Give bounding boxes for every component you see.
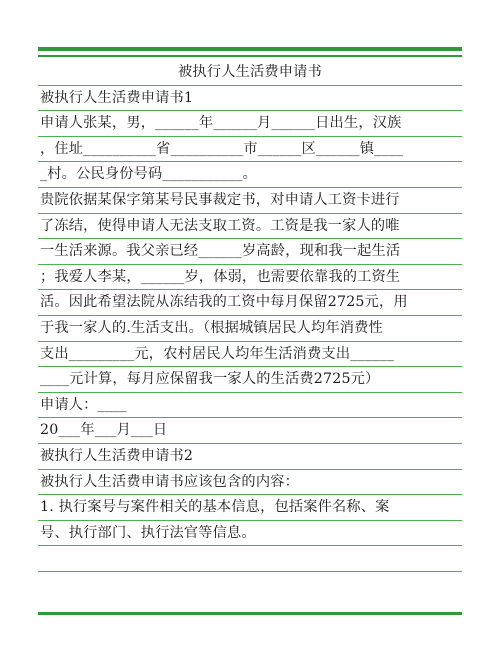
text-line: ；我爱人李某，______岁，体弱，也需要依靠我的工资生 bbox=[38, 265, 462, 291]
section-heading-2: 被执行人生活费申请书2 bbox=[38, 444, 462, 470]
blank-line bbox=[38, 546, 462, 572]
text-line: ____元计算，每月应保留我一家人的生活费2725元） bbox=[38, 367, 462, 393]
list-item: 1. 执行案号与案件相关的基本信息，包括案件名称、案 bbox=[38, 495, 462, 521]
top-border-thin bbox=[38, 55, 462, 57]
text-line: 于我一家人的.生活支出。（根据城镇居民人均年消费性 bbox=[38, 316, 462, 342]
text-line: 活。因此希望法院从冻结我的工资中每月保留2725元，用 bbox=[38, 290, 462, 316]
text-line: 被执行人生活费申请书应该包含的内容： bbox=[38, 470, 462, 496]
section-heading-1: 被执行人生活费申请书1 bbox=[38, 86, 462, 112]
lined-paper bbox=[38, 60, 462, 572]
text-line: ，住址__________省__________市______区______镇____ bbox=[38, 137, 462, 163]
bottom-border bbox=[38, 612, 462, 615]
text-line: 一生活来源。我父亲已经______岁高龄，现和我一起生活 bbox=[38, 239, 462, 265]
date-line: 20___年___月___日 bbox=[38, 418, 462, 444]
list-item-continuation: 号、执行部门、执行法官等信息。 bbox=[38, 521, 462, 547]
document-title: 被执行人生活费申请书 bbox=[38, 60, 462, 86]
text-line: 了冻结，使得申请人无法支取工资。工资是我一家人的唯 bbox=[38, 214, 462, 240]
text-line: _村。公民身份号码___________。 bbox=[38, 162, 462, 188]
applicant-signature-line: 申请人：____ bbox=[38, 393, 462, 419]
text-line: 申请人张某，男，______年______月______日出生，汉族 bbox=[38, 111, 462, 137]
top-border-thick bbox=[38, 47, 462, 51]
text-line: 支出_________元，农村居民人均年生活消费支出______ bbox=[38, 342, 462, 368]
text-line: 贵院依据某保字第某号民事裁定书，对申请人工资卡进行 bbox=[38, 188, 462, 214]
